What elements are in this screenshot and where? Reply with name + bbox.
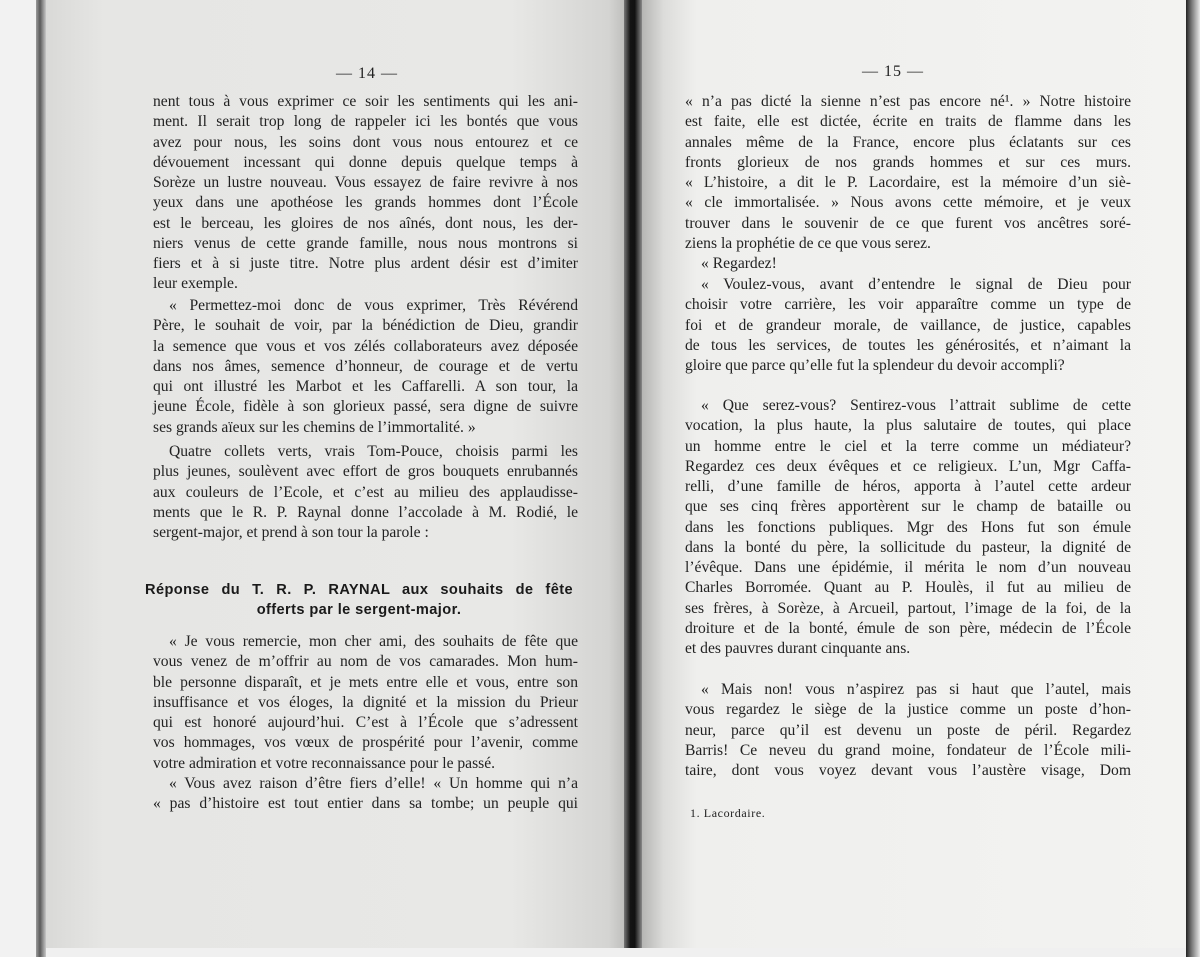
text-line: relli, d’une famille de héros, apporta à l’autel cette ardeur [685, 478, 1131, 495]
text-line: annales même de la France, encore plus éclatants sur ces [685, 133, 1131, 151]
text-line: vos hommages, vos vœux de prospérité pour l’avenir, comme [153, 734, 578, 752]
text-line: vocation, la plus haute, la plus salutaire de toutes, qui place [685, 417, 1131, 435]
text-line: dévouement incessant qui donne depuis quelque temps à [153, 153, 578, 171]
text-line: que ses cinq frères apportèrent sur le champ de bataille ou [685, 498, 1131, 516]
text-line: « Que serez-vous? Sentirez-vous l’attrait sublime de cette [701, 397, 1131, 414]
text-line: « Je vous remercie, mon cher ami, des souhaits de fête que [169, 633, 578, 650]
text-line: foi et de grandeur morale, de vaillance, de justice, capables [685, 316, 1131, 334]
text-line: « cle immortalisée. » Nous avons cette mémoire, et je veux [685, 194, 1131, 212]
text-line: plus jeunes, soulèvent avec effort de gros bouquets enrubannés [153, 463, 578, 481]
text-line: sergent-major, et prend à son tour la parole : [153, 524, 429, 541]
text-line: la semence que vous et vos zélés collaborateurs avez déposée [153, 337, 578, 355]
text-line: insuffisance et vos éloges, la dignité et la mission du Prieur [153, 693, 578, 711]
text-line: niers venus de cette grande famille, nous nous montrons si [153, 234, 578, 252]
text-line: qui ont illustré les Marbot et les Caffarelli. A son tour, la [153, 378, 578, 395]
text-line: ble personne disparaît, et je mets entre elle et vous, entre son [153, 673, 578, 691]
text-line: ses frères, à Sorèze, à Arcueil, partout, l’image de la foi, de la [685, 599, 1131, 617]
page-number-left: — 14 — [336, 65, 398, 82]
text-line: « Voulez-vous, avant d’entendre le signal de Dieu pour [701, 276, 1131, 293]
text-line: ziens la prophétie de ce que vous serez. [685, 234, 931, 252]
book-spine [624, 0, 642, 957]
text-line: vous venez de m’offrir au nom de vos camarades. Mon hum- [153, 653, 578, 671]
text-line: choisir votre carrière, les voir apparaître comme un type de [685, 296, 1131, 314]
text-line: avez pour nous, les soins dont vous nous entourez et ce [153, 133, 578, 151]
text-line: leur exemple. [153, 275, 238, 293]
text-line: dans la bonté du père, la sollicitude du pasteur, la dignité de [685, 538, 1131, 556]
text-line: gloire que parce qu’elle fut la splendeur du devoir accompli? [685, 357, 1065, 374]
footnote: 1. Lacordaire. [690, 806, 766, 820]
text-line: est le berceau, les gloires de nos aînés, dont nous, les der- [153, 214, 578, 232]
text-line: ses grands aïeux sur les chemins de l’immortalité. » [153, 418, 476, 436]
text-line: nent tous à vous exprimer ce soir les sentiments qui les ani- [153, 93, 578, 110]
text-line: « Permettez-moi donc de vous exprimer, Très Révérend [169, 297, 578, 314]
text-line: Quatre collets verts, vrais Tom-Pouce, choisis parmi les [169, 443, 578, 460]
text-line: neur, parce qu’il est devenu un poste de péril. Regardez [685, 721, 1131, 739]
text-line: est faite, elle est dictée, écrite en traits de flamme dans les [685, 113, 1131, 131]
text-line: « n’a pas dicté la sienne n’est pas encore né¹. » Notre histoire [685, 93, 1131, 110]
section-heading-line-1: Réponse du T. R. P. RAYNAL aux souhaits de fête [145, 582, 573, 598]
text-line: Sorèze un lustre nouveau. Vous essayez de faire revivre à nos [153, 174, 578, 191]
text-line: ment. Il serait trop long de rappeler ici les bontés que vous [153, 113, 578, 131]
text-line: droiture et de la bonté, émule de son père, médecin de l’École [685, 619, 1131, 637]
text-line: « Regardez! [701, 255, 777, 272]
text-line: taire, dont vous voyez devant vous l’austère visage, Dom [685, 762, 1131, 779]
text-line: Barris! Ce neveu du grand moine, fondateur de l’École mili- [685, 741, 1131, 759]
text-line: dans les fonctions publiques. Mgr des Hons fut son émule [685, 518, 1131, 536]
text-line: ments que le R. P. Raynal donne l’accolade à M. Rodié, le [153, 503, 578, 521]
text-line: dans nos âmes, semence d’honneur, de courage et de vertu [153, 357, 578, 375]
text-line: « L’histoire, a dit le P. Lacordaire, est la mémoire d’un siè- [685, 174, 1131, 191]
book-edge-right [1186, 0, 1200, 957]
text-line: l’évêque. Dans une épidémie, il mérita le nom d’un nouveau [685, 559, 1131, 576]
text-line: vous regardez le siège de la justice comme un poste d’hon- [685, 701, 1131, 719]
book-edge-left [36, 0, 46, 957]
text-line: jeune École, fidèle à son glorieux passé, sera digne de suivre [153, 398, 578, 416]
text-line: un homme entre le ciel et la terre comme un médiateur? [685, 437, 1131, 455]
text-line: « Mais non! vous n’aspirez pas si haut que l’autel, mais [701, 681, 1131, 698]
text-line: qui est honoré aujourd’hui. C’est à l’École que s’adressent [153, 714, 578, 731]
text-line: yeux dans une apothéose les grands hommes dont l’École [153, 194, 578, 212]
text-line: Charles Borromée. Quant au P. Houlès, il fut au milieu de [685, 579, 1131, 597]
text-line: aux couleurs de l’Ecole, et c’est au milieu des applaudisse- [153, 483, 578, 501]
text-line: et des pauvres durant cinquante ans. [685, 640, 911, 657]
page-number-right: — 15 — [862, 63, 924, 80]
text-line: Père, le souhait de voir, par la bénédiction de Dieu, grandir [153, 317, 578, 335]
scan-margin-bottom [46, 948, 1186, 957]
scan-margin-left [0, 0, 38, 957]
text-line: « pas d’histoire est tout entier dans sa tombe; un peuple qui [153, 795, 578, 813]
text-line: fiers et à si juste titre. Notre plus ardent désir est d’imiter [153, 255, 578, 272]
text-line: trouver dans le souvenir de ce que furent vos ancêtres soré- [685, 214, 1131, 232]
text-line: « Vous avez raison d’être fiers d’elle! « Un homme qui n’a [169, 775, 578, 792]
text-line: Regardez ces deux évêques et ce religieux. L’un, Mgr Caffa- [685, 457, 1131, 475]
text-line: de tous les services, de toutes les générosités, et n’aimant la [685, 336, 1131, 354]
section-heading-line-2: offerts par le sergent-major. [256, 602, 462, 618]
text-line: votre admiration et votre reconnaissance pour le passé. [153, 754, 496, 772]
text-line: fronts glorieux de nos grands hommes et sur ces murs. [685, 153, 1131, 171]
